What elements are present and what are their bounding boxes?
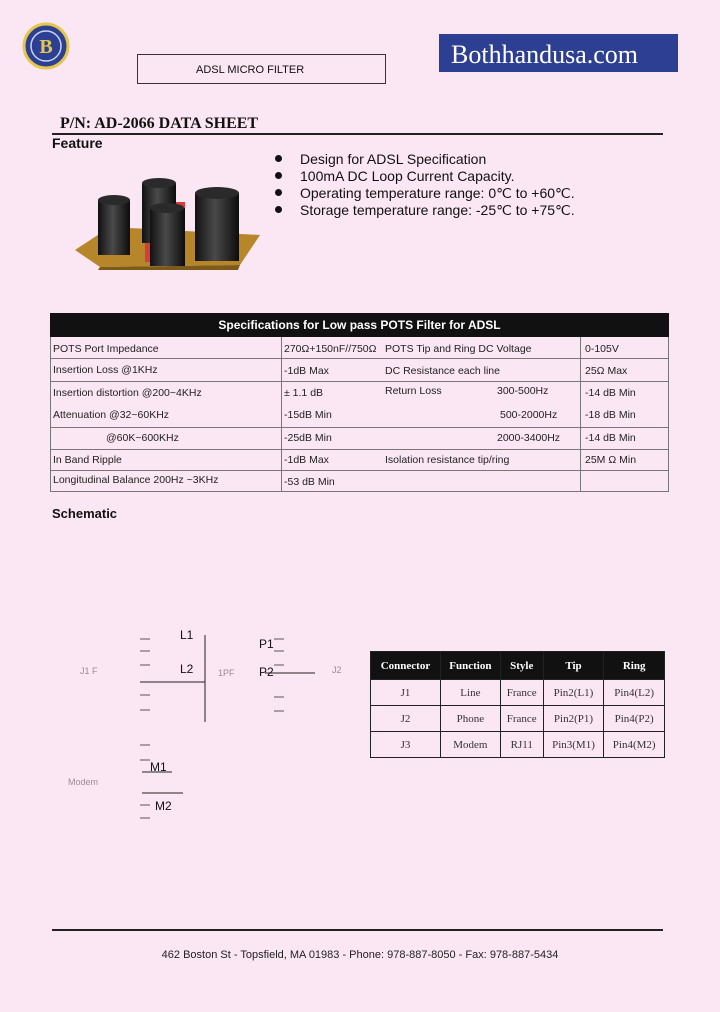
label-mid: 1PF	[218, 668, 235, 678]
col-header: Tip	[543, 652, 604, 680]
connector-table	[370, 651, 665, 758]
feature-item: Storage temperature range: -25℃ to +75℃.	[275, 202, 575, 219]
spec-param2: POTS Tip and Ring DC Voltage	[385, 343, 532, 355]
bullet-icon	[275, 189, 282, 196]
bullet-icon	[275, 206, 282, 213]
schematic-heading: Schematic	[52, 506, 118, 521]
spec-col-line	[580, 337, 581, 492]
bullet-icon	[275, 155, 282, 162]
table-row: J2 Phone France Pin2(P1) Pin4(P2)	[371, 706, 665, 732]
spec-value2: 25Ω Max	[585, 365, 628, 377]
spec-value: 270Ω+150nF//750Ω	[284, 343, 377, 355]
spec-param2: Return Loss	[385, 385, 442, 397]
spec-value2: -18 dB Min	[585, 409, 636, 421]
spec-param: In Band Ripple	[53, 454, 122, 466]
spec-value: ± 1.1 dB	[284, 387, 324, 399]
spec-param: POTS Port Impedance	[53, 343, 159, 355]
spec-value2: 0-105V	[585, 343, 619, 355]
spec-param: Insertion distortion @200~4KHz	[53, 387, 202, 399]
spec-param: Attenuation @32~60KHz	[53, 409, 170, 421]
spec-band: 2000-3400Hz	[497, 432, 561, 444]
divider-top	[52, 133, 663, 135]
spec-row-line	[50, 470, 669, 471]
product-type-box: ADSL MICRO FILTER	[137, 54, 386, 84]
spec-band: 500-2000Hz	[500, 409, 558, 421]
feature-item: Operating temperature range: 0℃ to +60℃.	[275, 185, 575, 202]
spec-param: @60K~600KHz	[106, 432, 179, 444]
spec-table-title: Specifications for Low pass POTS Filter for ADSL	[50, 313, 669, 337]
spec-value: -1dB Max	[284, 365, 329, 377]
spec-col-line	[281, 337, 282, 492]
col-header: Style	[500, 652, 543, 680]
label-p2: P2	[259, 665, 274, 679]
feature-item: Design for ADSL Specification	[275, 151, 575, 168]
spec-param: Insertion Loss @1KHz	[53, 364, 158, 376]
logo-text: B	[39, 36, 53, 58]
feature-list	[275, 151, 575, 219]
spec-value2: -14 dB Min	[585, 387, 636, 399]
label-m1: M1	[150, 760, 167, 774]
col-header: Connector	[371, 652, 441, 680]
label-p1: P1	[259, 637, 274, 651]
label-m2: M2	[155, 799, 172, 813]
schematic-diagram	[50, 615, 360, 835]
spec-band: 300-500Hz	[497, 385, 549, 397]
col-header: Ring	[604, 652, 665, 680]
spec-value: -15dB Min	[284, 409, 332, 421]
table-row: J1 Line France Pin2(L1) Pin4(L2)	[371, 680, 665, 706]
bullet-icon	[275, 172, 282, 179]
spec-row-line	[50, 381, 669, 382]
footer-address: 462 Boston St - Topsfield, MA 01983 - Phone: 978-887-8050 - Fax: 978-887-5434	[161, 949, 559, 961]
divider-bottom	[52, 929, 663, 931]
label-j2: J2	[332, 665, 342, 675]
label-l1: L1	[180, 628, 194, 642]
spec-param: Longitudinal Balance 200Hz ~3KHz	[53, 474, 219, 486]
company-logo	[22, 22, 70, 70]
spec-value2: 25M Ω Min	[585, 454, 637, 466]
product-photo	[70, 175, 265, 270]
spec-param2: DC Resistance each line	[385, 365, 500, 377]
spec-row-line	[50, 449, 669, 450]
table-row: J3 Modem RJ11 Pin3(M1) Pin4(M2)	[371, 732, 665, 758]
col-header: Function	[440, 652, 500, 680]
spec-row-line	[50, 427, 669, 428]
spec-row-line	[50, 358, 669, 359]
label-j1: J1 F	[80, 666, 98, 676]
feature-heading: Feature	[52, 135, 103, 151]
feature-item: 100mA DC Loop Current Capacity.	[275, 168, 575, 185]
spec-value: -1dB Max	[284, 454, 329, 466]
spec-value: -53 dB Min	[284, 476, 335, 488]
spec-param2: Isolation resistance tip/ring	[385, 454, 510, 466]
spec-value: -25dB Min	[284, 432, 332, 444]
spec-value2: -14 dB Min	[585, 432, 636, 444]
spec-row-line	[50, 491, 669, 492]
label-modem: Modem	[68, 777, 99, 787]
connector-table-header	[371, 652, 665, 680]
part-number-title: P/N: AD-2066 DATA SHEET	[60, 115, 259, 132]
brand-name[interactable]: Bothhandusa.com	[451, 40, 639, 69]
label-l2: L2	[180, 662, 194, 676]
